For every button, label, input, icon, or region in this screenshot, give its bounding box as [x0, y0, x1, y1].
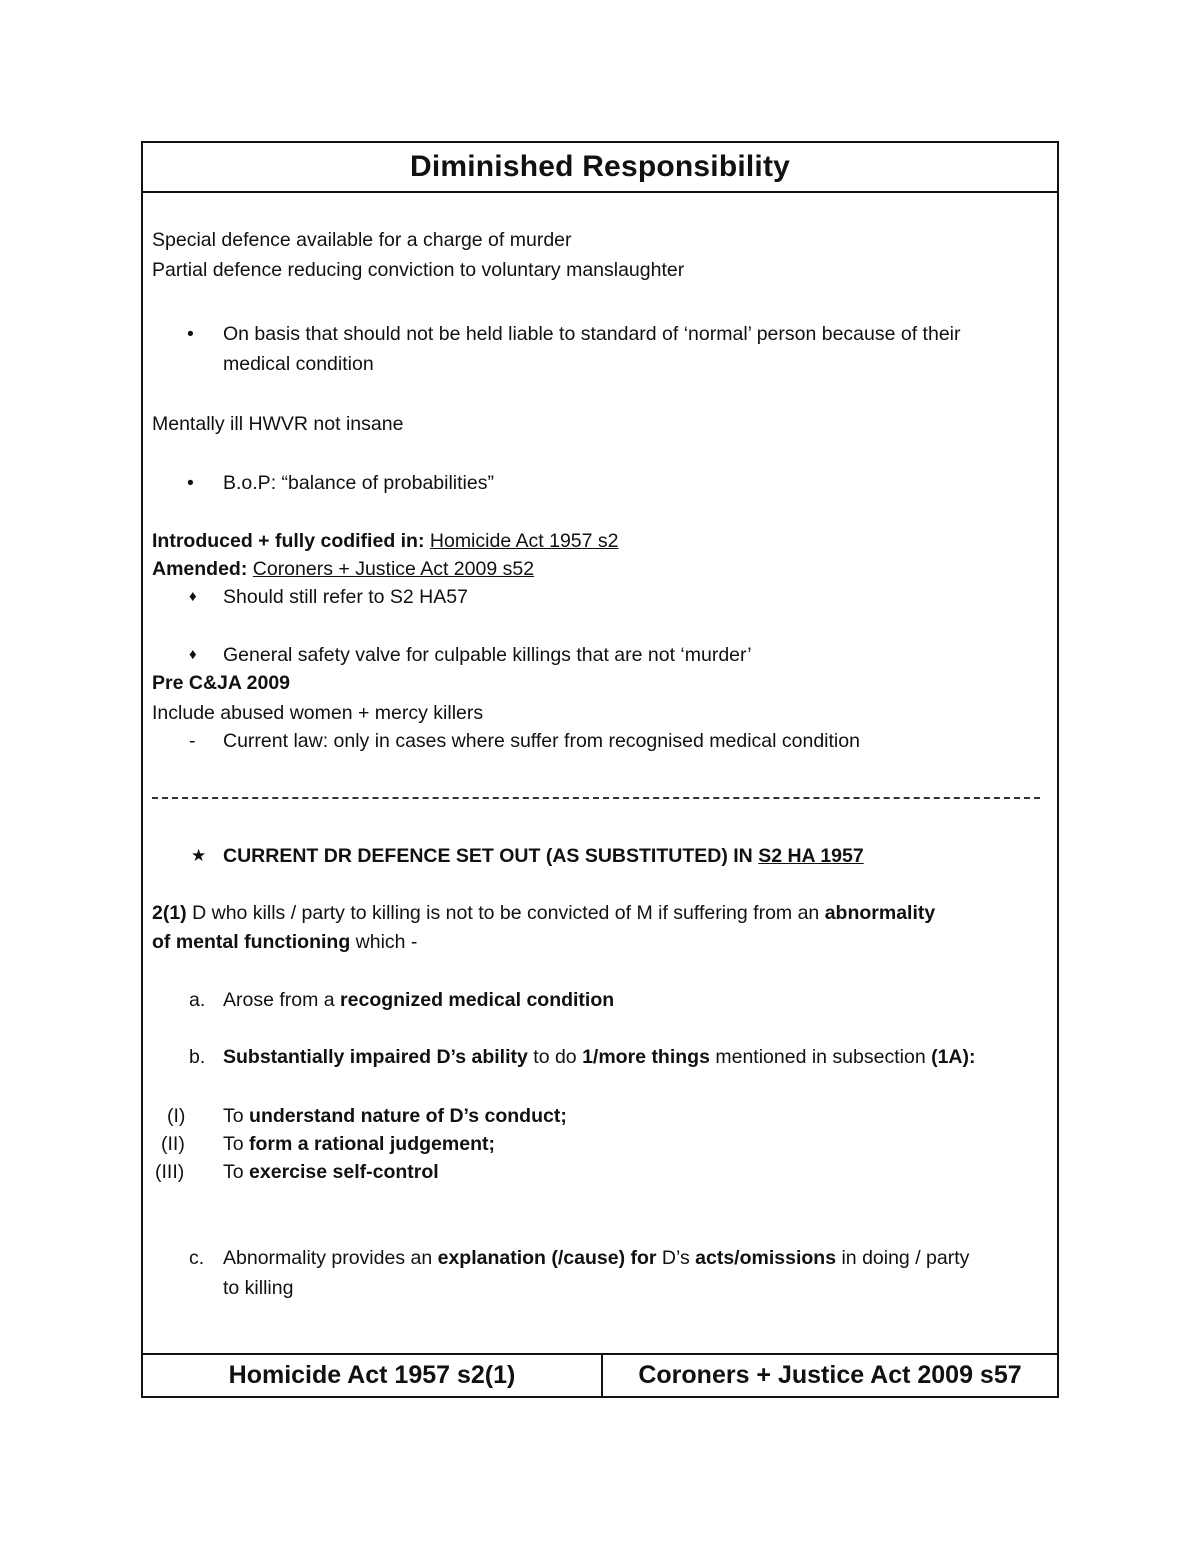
item-c-line-1 — [223, 1245, 969, 1271]
dash-marker: - — [189, 730, 196, 752]
footer-row — [143, 1353, 1057, 1396]
diamond-2-text: General safety valve for culpable killings that are not ‘murder’ — [223, 644, 752, 666]
roman-item-3-pre: To — [223, 1161, 244, 1183]
bullet-1-line-1: On basis that should not be held liable to standard of ‘normal’ person because of their — [223, 323, 961, 345]
section-text-1: D who kills / party to killing is not to be convicted of M if suffering from an — [192, 902, 820, 924]
mentally-ill-line: Mentally ill HWVR not insane — [152, 413, 404, 435]
document-body — [143, 193, 1057, 1357]
item-b-label: b. — [189, 1046, 206, 1068]
section-line-1 — [152, 900, 935, 926]
footer-right: Coroners + Justice Act 2009 s57 — [638, 1361, 1022, 1389]
star-icon: ★ — [191, 846, 207, 865]
section-bold-2: of mental functioning — [152, 931, 351, 953]
amended-label: Amended: — [152, 558, 248, 580]
introduced-label: Introduced + fully codified in: — [152, 530, 425, 552]
roman-item-2 — [223, 1131, 495, 1157]
roman-label: (I) — [167, 1105, 186, 1127]
introduced-line — [152, 528, 619, 554]
star-item — [223, 843, 864, 869]
bullet-2-text: B.o.P: “balance of probabilities” — [223, 472, 494, 494]
item-c-text-1: Abnormality provides an — [223, 1247, 433, 1269]
bullet-icon: • — [187, 323, 194, 345]
intro-line-2: Partial defence reducing conviction to voluntary manslaughter — [152, 259, 685, 281]
amended-ref: Coroners + Justice Act 2009 s52 — [252, 558, 535, 580]
roman-label: (III) — [155, 1161, 185, 1183]
roman-item-1-bold: understand nature of D’s conduct; — [249, 1105, 567, 1127]
section-line-2 — [152, 929, 417, 955]
dash-item-text: Current law: only in cases where suffer from recognised medical condition — [223, 730, 860, 752]
document-title: Diminished Responsibility — [143, 143, 1057, 193]
item-b-text-2: mentioned in subsection — [715, 1046, 926, 1068]
pre-heading: Pre C&JA 2009 — [152, 672, 291, 694]
introduced-ref: Homicide Act 1957 s2 — [429, 530, 619, 552]
item-a-label: a. — [189, 989, 206, 1011]
item-c-bold-1: explanation (/cause) for — [437, 1247, 657, 1269]
roman-item-3-bold: exercise self-control — [249, 1161, 439, 1183]
roman-item-1-pre: To — [223, 1105, 244, 1127]
star-item-ref: S2 HA 1957 — [758, 845, 864, 867]
footer-left: Homicide Act 1957 s2(1) — [143, 1355, 603, 1396]
item-b-text-1: to do — [533, 1046, 577, 1068]
diamond-1-text: Should still refer to S2 HA57 — [223, 586, 468, 608]
include-line: Include abused women + mercy killers — [152, 702, 484, 724]
item-a — [223, 987, 614, 1013]
roman-label: (II) — [161, 1133, 185, 1155]
diamond-icon: ♦ — [189, 588, 197, 605]
item-c-line-2: to killing — [223, 1277, 294, 1299]
item-b-bold-1: Substantially impaired D’s ability — [223, 1046, 528, 1068]
roman-item-3 — [223, 1159, 439, 1185]
item-b-bold-2: 1/more things — [582, 1046, 710, 1068]
section-text-2: which - — [355, 931, 418, 953]
intro-line-1: Special defence available for a charge of murder — [152, 229, 572, 251]
star-item-text: CURRENT DR DEFENCE SET OUT (AS SUBSTITUTED) IN — [223, 845, 753, 867]
roman-item-2-pre: To — [223, 1133, 244, 1155]
item-b — [223, 1044, 976, 1070]
document-frame — [141, 141, 1059, 1398]
dashed-divider — [152, 797, 1040, 799]
amended-line — [152, 556, 534, 582]
item-c-text-3: in doing / party — [841, 1247, 970, 1269]
item-c-bold-2: acts/omissions — [695, 1247, 837, 1269]
item-a-bold: recognized medical condition — [340, 989, 615, 1011]
section-bold-1: abnormality — [824, 902, 936, 924]
item-b-bold-3: (1A): — [931, 1046, 976, 1068]
bullet-icon: • — [187, 472, 194, 494]
roman-item-2-bold: form a rational judgement; — [249, 1133, 495, 1155]
diamond-icon: ♦ — [189, 646, 197, 663]
item-a-text: Arose from a — [223, 989, 335, 1011]
item-c-label: c. — [189, 1247, 205, 1269]
roman-item-1 — [223, 1103, 567, 1129]
bullet-1-line-2: medical condition — [223, 353, 374, 375]
item-c-text-2: D’s — [661, 1247, 690, 1269]
section-number: 2(1) — [152, 902, 187, 924]
